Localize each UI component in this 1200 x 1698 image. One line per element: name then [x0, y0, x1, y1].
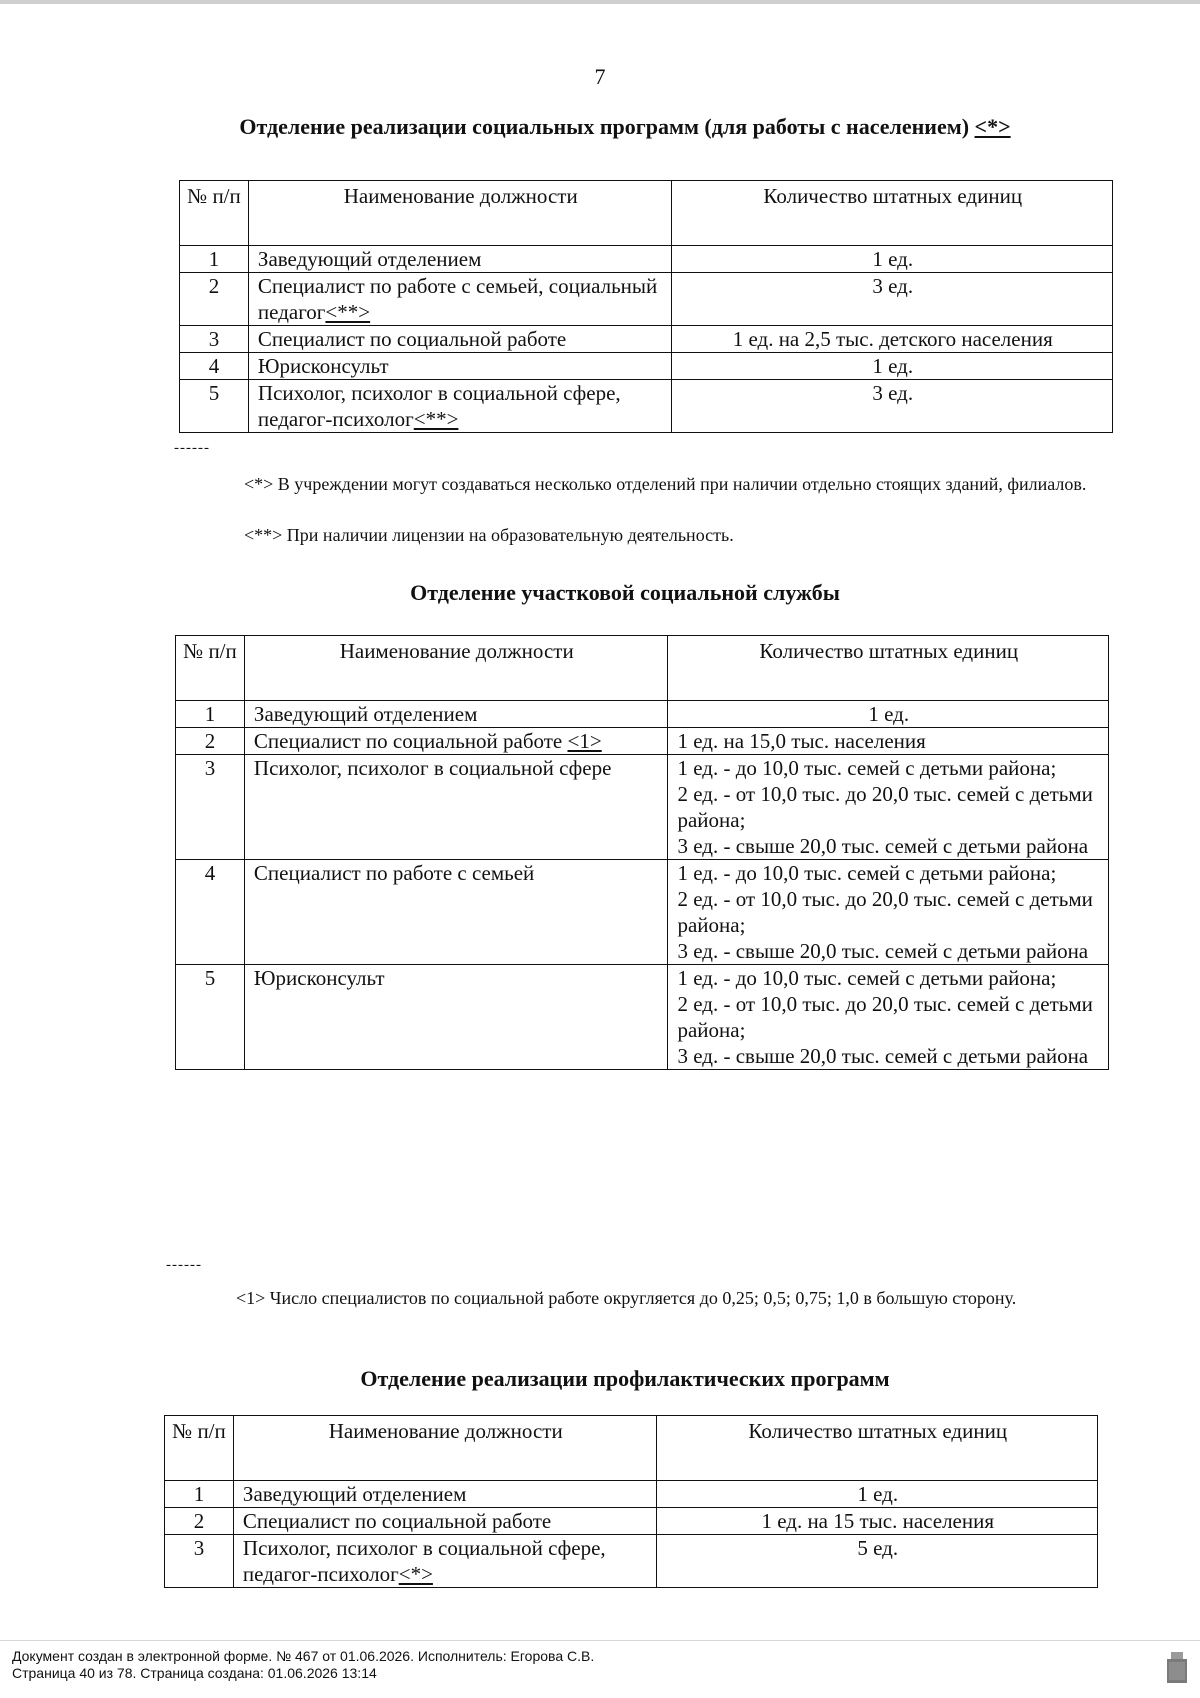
position-ref: <**>	[413, 407, 459, 431]
header-name: Наименование должности	[233, 1416, 657, 1481]
row-position	[233, 1508, 657, 1535]
section-title-text: Отделение участковой социальной службы	[410, 580, 840, 605]
section-title-prevention-programs	[150, 1366, 1100, 1392]
row-num: 5	[180, 380, 249, 433]
row-quantity: 1 ед.	[668, 701, 1109, 728]
row-quantity: 5 ед.	[657, 1535, 1098, 1588]
table-row	[176, 701, 1109, 728]
row-quantity: 1 ед.	[657, 1481, 1098, 1508]
row-num: 4	[176, 860, 245, 965]
row-num: 3	[165, 1535, 234, 1588]
row-position	[248, 353, 672, 380]
row-position	[244, 728, 668, 755]
row-quantity: 3 ед.	[672, 380, 1113, 433]
row-position	[248, 326, 672, 353]
footnote-text: <*> В учреждении могут создаваться несколько отделений при наличии отдельно стоящих зданий, филиалов.	[244, 474, 1087, 494]
position-text: Психолог, психолог в социальной сфере, педагог-психолог	[242, 1536, 606, 1586]
section-title-district-service	[150, 580, 1100, 606]
row-num: 1	[176, 701, 245, 728]
table-header-row	[180, 181, 1113, 246]
row-position	[248, 246, 672, 273]
row-position	[248, 380, 672, 433]
table-row	[180, 273, 1113, 326]
position-ref: <*>	[398, 1562, 433, 1586]
row-quantity: 1 ед.	[672, 353, 1113, 380]
position-text: Психолог, психолог в социальной сфере, педагог-психолог	[257, 381, 621, 431]
table-row	[180, 246, 1113, 273]
position-text: Специалист по социальной работе	[253, 729, 568, 753]
footer-page-info: Страница 40 из 78. Страница создана: 01.06.2026 13:14	[12, 1665, 377, 1681]
row-position	[233, 1535, 657, 1588]
row-position	[233, 1481, 657, 1508]
table-header-row	[176, 636, 1109, 701]
document-stamp-icon	[1166, 1651, 1188, 1685]
table-row	[165, 1508, 1098, 1535]
row-num: 3	[176, 755, 245, 860]
section-title-ref: <*>	[974, 114, 1011, 139]
position-text: Специалист по социальной работе	[257, 327, 567, 351]
row-num: 1	[180, 246, 249, 273]
scan-top-edge	[0, 0, 1200, 4]
row-quantity: 1 ед. на 15 тыс. населения	[657, 1508, 1098, 1535]
position-text: Специалист по социальной работе	[242, 1509, 552, 1533]
table-row	[180, 326, 1113, 353]
footer-document-info: Документ создан в электронной форме. № 467 от 01.06.2026. Исполнитель: Егорова С.В.	[12, 1648, 595, 1664]
position-text: Заведующий отделением	[242, 1482, 467, 1506]
header-num: № п/п	[180, 181, 249, 246]
section-title-text: Отделение реализации профилактических программ	[360, 1366, 890, 1391]
row-num: 4	[180, 353, 249, 380]
row-quantity: 1 ед. - до 10,0 тыс. семей с детьми района; 2 ед. - от 10,0 тыс. до 20,0 тыс. семей с детьми района; 3 ед. - свыше 20,0 тыс. семей с детьми района	[668, 965, 1109, 1070]
position-text: Психолог, психолог в социальной сфере	[253, 756, 612, 780]
row-quantity: 3 ед.	[672, 273, 1113, 326]
row-quantity: 1 ед. - до 10,0 тыс. семей с детьми района; 2 ед. - от 10,0 тыс. до 20,0 тыс. семей с детьми района; 3 ед. - свыше 20,0 тыс. семей с детьми района	[668, 860, 1109, 965]
row-num: 2	[165, 1508, 234, 1535]
header-num: № п/п	[165, 1416, 234, 1481]
header-qty: Количество штатных единиц	[668, 636, 1109, 701]
row-num: 3	[180, 326, 249, 353]
row-position	[244, 755, 668, 860]
section-title-social-programs	[150, 114, 1100, 140]
header-name: Наименование должности	[244, 636, 668, 701]
position-text: Заведующий отделением	[257, 247, 482, 271]
row-num: 2	[180, 273, 249, 326]
row-position	[244, 965, 668, 1070]
table-row	[165, 1535, 1098, 1588]
footnote	[166, 1287, 1102, 1310]
footnote	[174, 473, 1110, 496]
table-row	[176, 860, 1109, 965]
header-num: № п/п	[176, 636, 245, 701]
position-text: Специалист по работе с семьей, социальный педагог	[257, 274, 658, 324]
footnote-text: <**> При наличии лицензии на образовательную деятельность.	[244, 525, 734, 545]
position-text: Юрисконсульт	[253, 966, 385, 990]
page-number: 7	[594, 64, 606, 89]
row-position	[248, 273, 672, 326]
footnote	[174, 524, 1110, 547]
table-row	[176, 728, 1109, 755]
position-ref: <**>	[325, 300, 371, 324]
footnote-text: <1> Число специалистов по социальной работе округляется до 0,25; 0,5; 0,75; 1,0 в большую сторону.	[236, 1288, 1017, 1308]
footnote-separator: ------	[166, 1257, 202, 1273]
position-text: Специалист по работе с семьей	[253, 861, 535, 885]
header-qty: Количество штатных единиц	[672, 181, 1113, 246]
table-row	[176, 965, 1109, 1070]
position-text: Заведующий отделением	[253, 702, 478, 726]
row-num: 2	[176, 728, 245, 755]
row-quantity: 1 ед. на 2,5 тыс. детского населения	[672, 326, 1113, 353]
table-row	[165, 1481, 1098, 1508]
row-num: 1	[165, 1481, 234, 1508]
header-name: Наименование должности	[248, 181, 672, 246]
row-quantity: 1 ед.	[672, 246, 1113, 273]
footer-divider	[0, 1640, 1200, 1641]
staff-table-prevention-programs	[164, 1415, 1098, 1588]
table-header-row	[165, 1416, 1098, 1481]
table-row	[176, 755, 1109, 860]
header-qty: Количество штатных единиц	[657, 1416, 1098, 1481]
position-ref: <1>	[567, 729, 602, 753]
row-quantity: 1 ед. на 15,0 тыс. населения	[668, 728, 1109, 755]
table-row	[180, 353, 1113, 380]
section-title-text: Отделение реализации социальных программ (для работы с населением)	[239, 114, 970, 139]
row-quantity: 1 ед. - до 10,0 тыс. семей с детьми района; 2 ед. - от 10,0 тыс. до 20,0 тыс. семей с детьми района; 3 ед. - свыше 20,0 тыс. семей с детьми района	[668, 755, 1109, 860]
staff-table-district-service	[175, 635, 1109, 1070]
row-position	[244, 701, 668, 728]
position-text: Юрисконсульт	[257, 354, 389, 378]
document-footer	[12, 1648, 594, 1682]
row-position	[244, 860, 668, 965]
staff-table-social-programs	[179, 180, 1113, 433]
table-row	[180, 380, 1113, 433]
footnote-separator: ------	[174, 440, 210, 456]
row-num: 5	[176, 965, 245, 1070]
